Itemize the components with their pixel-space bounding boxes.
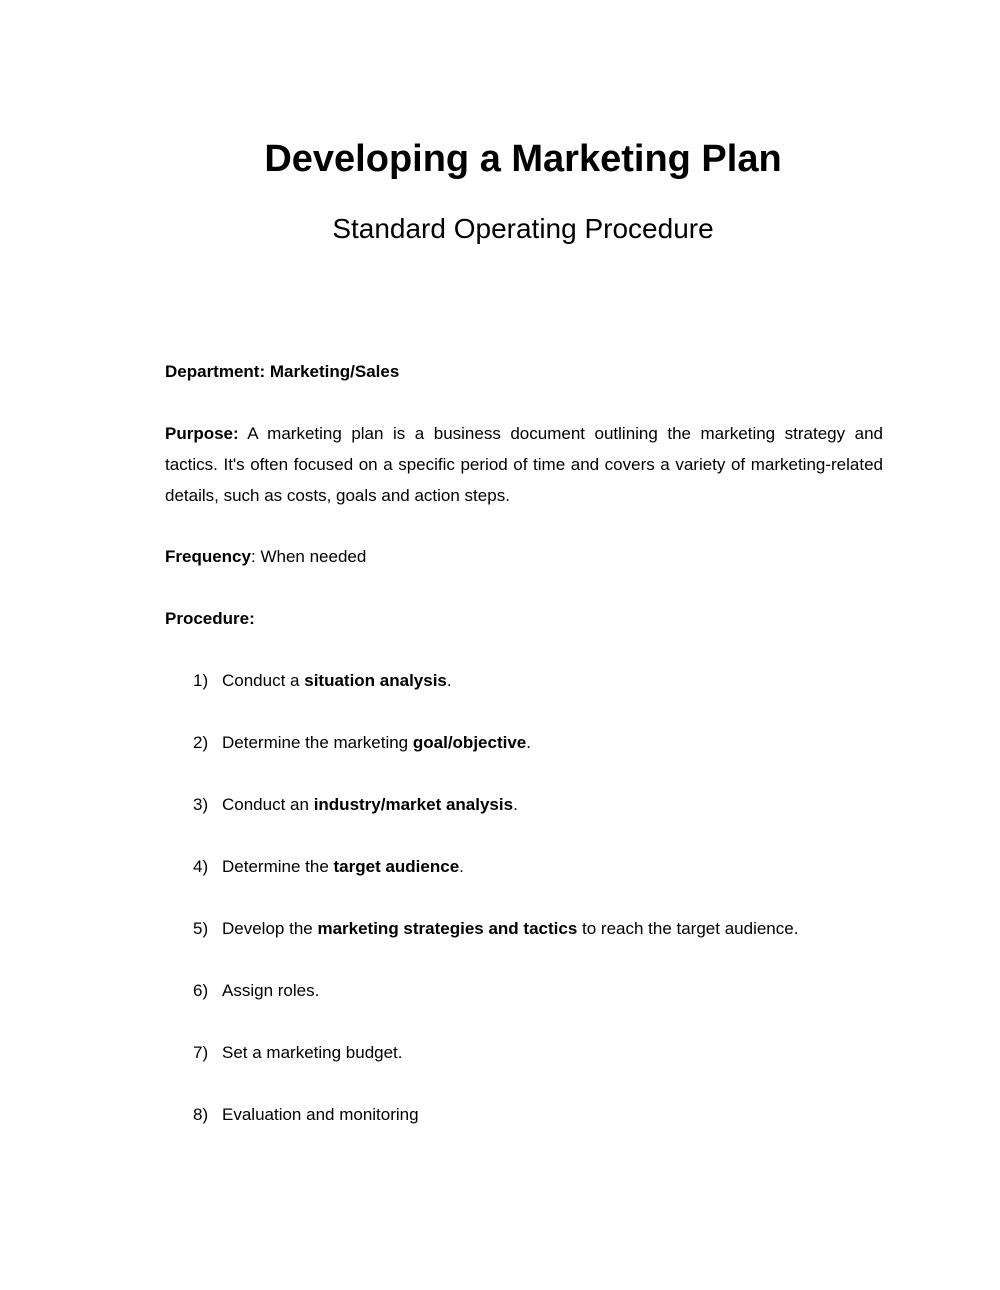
- step-number: 8): [193, 1105, 209, 1124]
- procedure-step: [165, 789, 883, 820]
- frequency-line: [165, 541, 883, 572]
- step-number: 1): [193, 671, 209, 690]
- document-subtitle: Standard Operating Procedure: [332, 213, 714, 244]
- procedure-steps-list: [165, 665, 883, 1161]
- step-emphasis: target audience: [333, 857, 460, 876]
- step-text: Conduct an: [222, 795, 314, 814]
- procedure-step: [165, 727, 883, 758]
- purpose-label: Purpose:: [165, 424, 239, 443]
- step-text: Develop the: [222, 919, 318, 938]
- step-text-end: .: [513, 795, 518, 814]
- department-label: Department:: [165, 362, 266, 381]
- step-number: 5): [193, 919, 209, 938]
- document-title: Developing a Marketing Plan: [264, 138, 782, 180]
- step-number: 3): [193, 795, 209, 814]
- procedure-step: [165, 1099, 883, 1130]
- procedure-step: [165, 975, 883, 1006]
- procedure-step: [165, 851, 883, 882]
- step-emphasis: marketing strategies and tactics: [317, 919, 578, 938]
- step-number: 2): [193, 733, 209, 752]
- step-emphasis: industry/market analysis: [313, 795, 514, 814]
- procedure-heading: Procedure:: [165, 609, 255, 628]
- step-emphasis: situation analysis: [304, 671, 447, 690]
- purpose-paragraph: [165, 418, 883, 511]
- step-text-end: to reach the target audience.: [577, 919, 799, 938]
- procedure-step: [165, 913, 883, 944]
- step-emphasis: goal/objective: [412, 733, 527, 752]
- step-text-end: .: [459, 857, 464, 876]
- step-text: Determine the: [222, 857, 334, 876]
- frequency-separator: :: [250, 547, 256, 566]
- step-text-end: .: [446, 671, 452, 690]
- procedure-step: [165, 1037, 883, 1068]
- step-text: Conduct a: [222, 671, 305, 690]
- frequency-value: When needed: [260, 547, 367, 566]
- step-text: Assign roles.: [222, 981, 320, 1000]
- step-number: 7): [193, 1043, 209, 1062]
- step-number: 6): [193, 981, 209, 1000]
- step-text: Determine the marketing: [222, 733, 413, 752]
- department-value: Marketing/Sales: [269, 362, 400, 381]
- step-text: Set a marketing budget.: [222, 1043, 403, 1062]
- frequency-label: Frequency: [165, 547, 251, 566]
- step-number: 4): [193, 857, 209, 876]
- procedure-step: [165, 665, 883, 696]
- step-text-end: .: [526, 733, 531, 752]
- step-text: Evaluation and monitoring: [222, 1105, 419, 1124]
- department-line: [165, 356, 883, 387]
- purpose-text: A marketing plan is a business document outlining the marketing strategy and tactics. It's often focused on a specific period of time and covers a variety of marketing-related details, such as costs, goals and action steps.: [165, 424, 883, 505]
